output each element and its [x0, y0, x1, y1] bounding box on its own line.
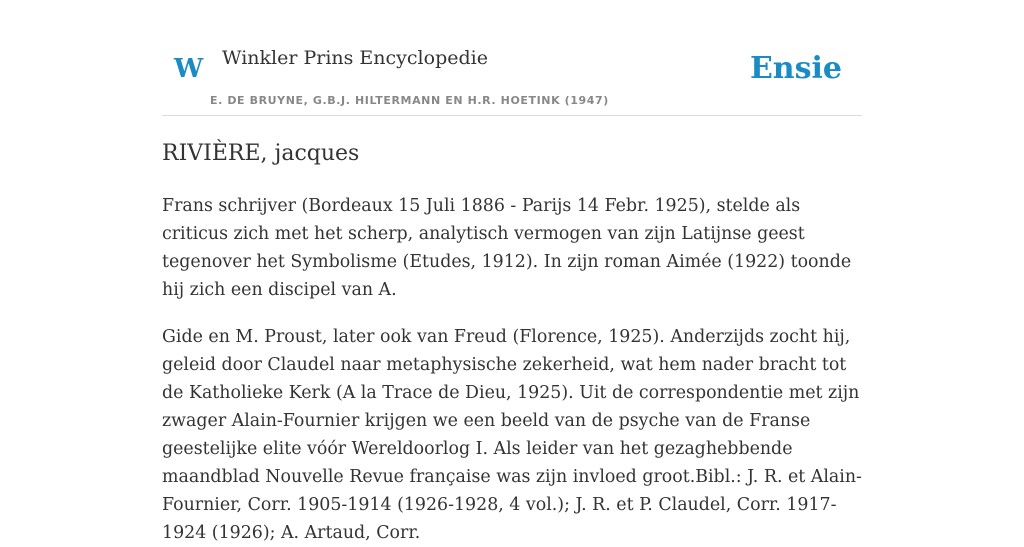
- site-header: [162, 0, 862, 116]
- site-title-link[interactable]: Winkler Prins Encyclopedie: [222, 47, 488, 69]
- article-paragraph-2: Gide en M. Proust, later ook van Freud (Florence, 1925). Anderzijds zocht hij, geleid door Claudel naar metaphysische zekerheid, wat hem nader bracht tot de Katholieke Kerk (A la Trace de Dieu, 1925). Uit de correspondentie met zijn zwager Alain-Fournier krijgen we een beeld van de psyche van de Franse geestelijke elite vóór Wereldoorlog I. Als leider van het gezaghebbende maandblad Nouvelle Revue française was zijn invloed groot.Bibl.: J. R. et Alain-Fournier, Corr. 1905-1914 (1926-1928, 4 vol.); J. R. et P. Claudel, Corr. 1917-1924 (1926); A. Artaud, Corr.: [162, 327, 862, 543]
- ensie-logo-link[interactable]: Ensie: [749, 51, 842, 86]
- site-authors: E. DE BRUYNE, G.B.J. HILTERMANN EN H.R. HOETINK (1947): [210, 94, 609, 107]
- article-title: RIVIÈRE, jacques: [162, 141, 360, 166]
- page: [162, 0, 862, 543]
- article-paragraph-1: Frans schrijver (Bordeaux 15 Juli 1886 - Parijs 14 Febr. 1925), stelde als criticus zich met het scherp, analytisch vermogen van zijn Latijnse geest tegenover het Symbolisme (Etudes, 1912). In zijn roman Aimée (1922) toonde hij zich een discipel van A.: [162, 196, 852, 300]
- winkler-prins-logo[interactable]: W: [174, 54, 204, 84]
